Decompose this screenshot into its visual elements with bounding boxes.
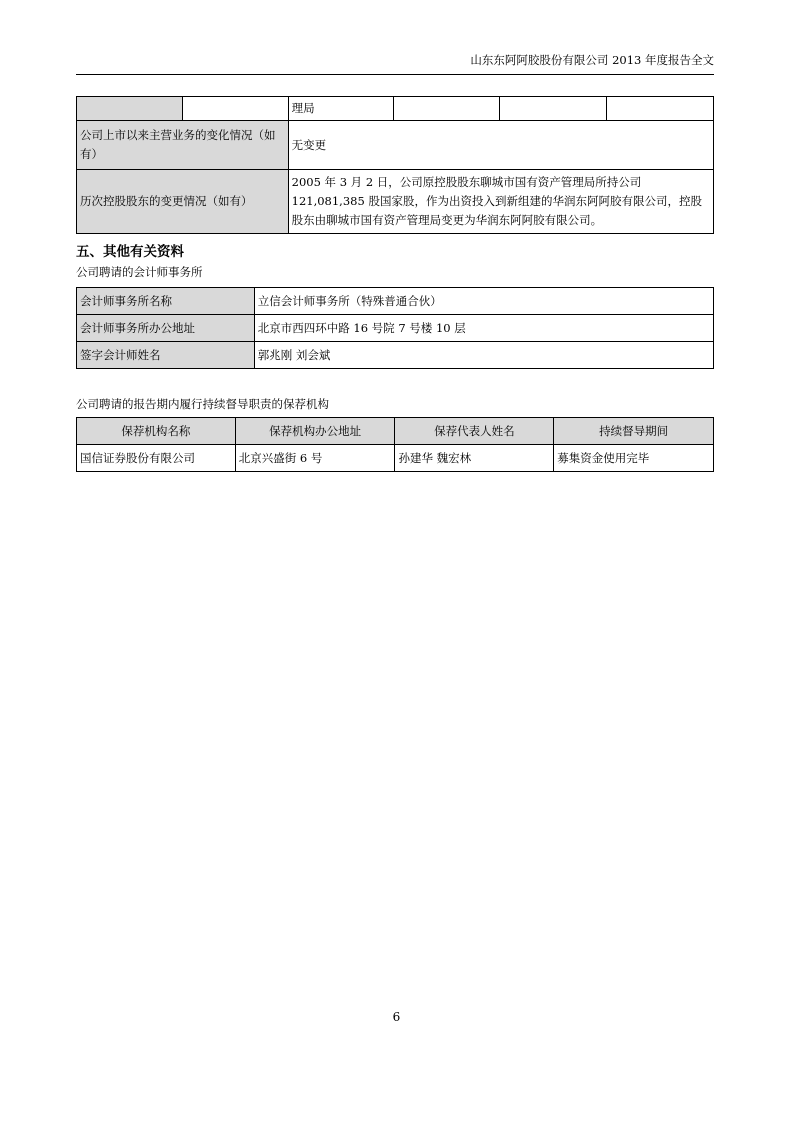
table-row — [77, 315, 714, 342]
table-cell: 理局 — [288, 97, 394, 121]
column-header: 保荐代表人姓名 — [395, 418, 554, 445]
page-header: 山东东阿阿胶股份有限公司 2013 年度报告全文 — [76, 52, 714, 75]
table-row — [77, 121, 714, 170]
table-cell — [607, 97, 714, 121]
table-row — [77, 288, 714, 315]
signing-accountant-label: 签字会计师姓名 — [77, 342, 255, 369]
sponsor-table — [76, 417, 714, 472]
table-row — [77, 170, 714, 234]
table-row — [77, 97, 714, 121]
firm-address-value: 北京市西四环中路 16 号院 7 号楼 10 层 — [254, 315, 713, 342]
controlling-shareholder-change-label: 历次控股股东的变更情况（如有） — [77, 170, 289, 234]
company-history-table — [76, 96, 714, 234]
firm-name-value: 立信会计师事务所（特殊普通合伙） — [254, 288, 713, 315]
accounting-firm-table — [76, 287, 714, 369]
table-cell — [182, 97, 288, 121]
page-number: 6 — [392, 1010, 401, 1024]
table-cell: 国信证券股份有限公司 — [77, 445, 236, 472]
signing-accountant-value: 郭兆刚 刘会斌 — [254, 342, 713, 369]
table-cell: 北京兴盛街 6 号 — [235, 445, 395, 472]
table-cell — [394, 97, 500, 121]
sponsor-subtitle: 公司聘请的报告期内履行持续督导职责的保荐机构 — [76, 397, 329, 411]
column-header: 保荐机构名称 — [77, 418, 236, 445]
table-row — [77, 445, 714, 472]
table-row — [77, 342, 714, 369]
column-header: 保荐机构办公地址 — [235, 418, 395, 445]
column-header: 持续督导期间 — [554, 418, 714, 445]
controlling-shareholder-change-value: 2005 年 3 月 2 日，公司原控股股东聊城市国有资产管理局所持公司 121,081,385 股国家股，作为出资投入到新组建的华润东阿阿胶有限公司，控股股东由聊城市国有资产管理局变更为华润东阿阿胶有限公司。 — [288, 170, 713, 234]
table-cell — [500, 97, 607, 121]
table-cell: 孙建华 魏宏林 — [395, 445, 554, 472]
table-cell: 募集资金使用完毕 — [554, 445, 714, 472]
main-business-change-value: 无变更 — [288, 121, 713, 170]
accounting-firm-subtitle: 公司聘请的会计师事务所 — [76, 265, 203, 279]
table-cell — [77, 97, 183, 121]
main-business-change-label: 公司上市以来主营业务的变化情况（如有） — [77, 121, 289, 170]
table-header-row — [77, 418, 714, 445]
section-title: 五、其他有关资料 — [76, 244, 184, 260]
firm-address-label: 会计师事务所办公地址 — [77, 315, 255, 342]
firm-name-label: 会计师事务所名称 — [77, 288, 255, 315]
